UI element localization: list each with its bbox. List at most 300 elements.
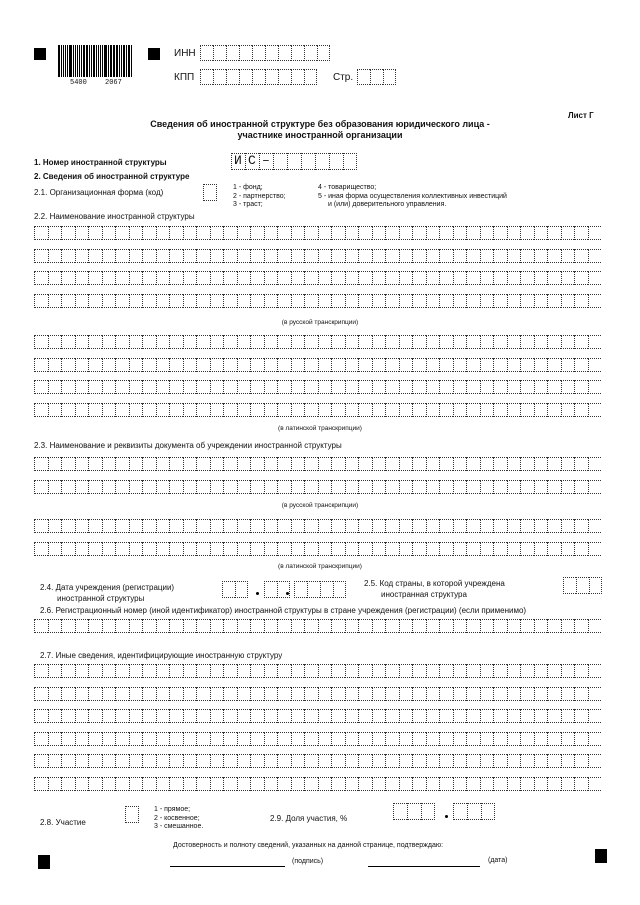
grid-cell[interactable] [223, 271, 237, 285]
grid-cell[interactable] [75, 294, 89, 308]
grid-cell[interactable] [210, 709, 224, 723]
grid-cell[interactable] [102, 380, 116, 394]
grid-cell[interactable] [250, 249, 264, 263]
grid-cell[interactable] [507, 226, 521, 240]
input-cell[interactable] [213, 69, 226, 85]
grid-cell[interactable] [507, 777, 521, 791]
grid-cell[interactable] [237, 271, 251, 285]
grid-cell[interactable] [534, 358, 548, 372]
grid-cell[interactable] [507, 335, 521, 349]
grid-cell[interactable] [142, 403, 156, 417]
grid-cell[interactable] [223, 335, 237, 349]
grid-cell[interactable] [169, 687, 183, 701]
grid-cell[interactable] [574, 380, 588, 394]
grid-cell[interactable] [439, 732, 453, 746]
grid-cell[interactable] [102, 358, 116, 372]
grid-cell[interactable] [291, 542, 305, 556]
grid-cell[interactable] [480, 754, 494, 768]
grid-cell[interactable] [75, 519, 89, 533]
grid-cell[interactable] [304, 777, 318, 791]
grid-cell[interactable] [439, 249, 453, 263]
grid-cell[interactable] [277, 480, 291, 494]
grid-cell[interactable] [304, 294, 318, 308]
grid-cell[interactable] [210, 249, 224, 263]
input-cell[interactable] [467, 803, 481, 820]
grid-cell[interactable] [129, 457, 143, 471]
grid-cell[interactable] [264, 457, 278, 471]
grid-cell[interactable] [480, 687, 494, 701]
grid-cell[interactable] [75, 480, 89, 494]
grid-cell[interactable] [588, 249, 602, 263]
grid-cell[interactable] [304, 687, 318, 701]
grid-cell[interactable] [480, 709, 494, 723]
grid-cell[interactable] [169, 542, 183, 556]
grid-cell[interactable] [237, 664, 251, 678]
grid-cell[interactable] [520, 226, 534, 240]
grid-cell[interactable] [439, 226, 453, 240]
grid-cell[interactable] [588, 542, 602, 556]
grid-row[interactable] [34, 519, 601, 533]
grid-cell[interactable] [115, 519, 129, 533]
grid-cell[interactable] [210, 358, 224, 372]
grid-cell[interactable] [210, 664, 224, 678]
grid-cell[interactable] [277, 457, 291, 471]
grid-cell[interactable] [291, 664, 305, 678]
grid-cell[interactable] [61, 480, 75, 494]
grid-cell[interactable] [196, 457, 210, 471]
grid-cell[interactable] [331, 754, 345, 768]
grid-cell[interactable] [237, 709, 251, 723]
input-cell[interactable] [357, 69, 370, 85]
grid-cell[interactable] [480, 732, 494, 746]
grid-cell[interactable] [385, 619, 399, 633]
grid-cell[interactable] [493, 226, 507, 240]
grid-cell[interactable] [277, 754, 291, 768]
grid-cell[interactable] [372, 709, 386, 723]
grid-cell[interactable] [61, 294, 75, 308]
grid-cell[interactable] [48, 542, 62, 556]
grid-cell[interactable] [183, 619, 197, 633]
grid-cell[interactable] [115, 457, 129, 471]
grid-cell[interactable] [237, 226, 251, 240]
grid-cell[interactable] [88, 480, 102, 494]
grid-cell[interactable] [237, 519, 251, 533]
grid-cell[interactable] [318, 249, 332, 263]
grid-cell[interactable] [385, 226, 399, 240]
grid-cell[interactable] [237, 777, 251, 791]
grid-cell[interactable] [561, 403, 575, 417]
grid-cell[interactable] [129, 664, 143, 678]
grid-cell[interactable] [156, 226, 170, 240]
grid-cell[interactable] [115, 335, 129, 349]
grid-cell[interactable] [534, 457, 548, 471]
grid-cell[interactable] [318, 226, 332, 240]
grid-cell[interactable] [129, 249, 143, 263]
grid-cell[interactable] [480, 664, 494, 678]
grid-cell[interactable] [223, 754, 237, 768]
grid-cell[interactable] [115, 754, 129, 768]
grid-cell[interactable] [210, 480, 224, 494]
grid-cell[interactable] [493, 542, 507, 556]
grid-cell[interactable] [210, 403, 224, 417]
grid-cell[interactable] [156, 380, 170, 394]
grid-cell[interactable] [358, 457, 372, 471]
input-cell[interactable] [239, 69, 252, 85]
grid-cell[interactable] [169, 709, 183, 723]
grid-cell[interactable] [588, 271, 602, 285]
grid-cell[interactable] [264, 664, 278, 678]
input-cell[interactable] [226, 45, 239, 61]
grid-cell[interactable] [129, 358, 143, 372]
grid-cell[interactable] [223, 226, 237, 240]
grid-cell[interactable] [156, 457, 170, 471]
grid-cell[interactable] [561, 249, 575, 263]
grid-cell[interactable] [426, 403, 440, 417]
grid-cell[interactable] [142, 754, 156, 768]
grid-cell[interactable] [304, 358, 318, 372]
grid-cell[interactable] [88, 777, 102, 791]
grid-cell[interactable] [223, 403, 237, 417]
grid-cell[interactable] [142, 619, 156, 633]
input-cell[interactable] [200, 69, 213, 85]
grid-cell[interactable] [426, 380, 440, 394]
grid-cell[interactable] [385, 457, 399, 471]
grid-cell[interactable] [520, 664, 534, 678]
grid-cell[interactable] [237, 480, 251, 494]
grid-cell[interactable] [331, 480, 345, 494]
grid-cell[interactable] [250, 457, 264, 471]
grid-cell[interactable] [129, 619, 143, 633]
grid-cell[interactable] [372, 294, 386, 308]
grid-cell[interactable] [385, 249, 399, 263]
grid-cell[interactable] [75, 403, 89, 417]
grid-cell[interactable] [223, 542, 237, 556]
grid-cell[interactable] [75, 687, 89, 701]
grid-cell[interactable] [493, 335, 507, 349]
grid-cell[interactable] [453, 294, 467, 308]
grid-cell[interactable] [574, 457, 588, 471]
grid-cell[interactable] [439, 777, 453, 791]
grid-cell[interactable] [439, 754, 453, 768]
grid-cell[interactable] [439, 664, 453, 678]
grid-cell[interactable] [88, 664, 102, 678]
grid-cell[interactable] [345, 687, 359, 701]
grid-cell[interactable] [183, 519, 197, 533]
input-cell[interactable] [252, 45, 265, 61]
grid-cell[interactable] [466, 294, 480, 308]
grid-cell[interactable] [493, 480, 507, 494]
grid-cell[interactable] [345, 271, 359, 285]
grid-cell[interactable] [88, 380, 102, 394]
grid-cell[interactable] [48, 754, 62, 768]
grid-cell[interactable] [223, 457, 237, 471]
grid-cell[interactable] [61, 619, 75, 633]
grid-cell[interactable] [372, 403, 386, 417]
grid-cell[interactable] [291, 271, 305, 285]
grid-cell[interactable] [75, 777, 89, 791]
grid-cell[interactable] [277, 619, 291, 633]
grid-cell[interactable] [61, 664, 75, 678]
grid-cell[interactable] [507, 358, 521, 372]
grid-cell[interactable] [331, 358, 345, 372]
grid-row[interactable] [34, 709, 601, 723]
grid-cell[interactable] [277, 777, 291, 791]
grid-cell[interactable] [88, 335, 102, 349]
grid-cell[interactable] [439, 271, 453, 285]
grid-cell[interactable] [426, 542, 440, 556]
grid-cell[interactable] [345, 732, 359, 746]
grid-cell[interactable] [250, 664, 264, 678]
grid-cell[interactable] [574, 480, 588, 494]
grid-cell[interactable] [250, 709, 264, 723]
grid-cell[interactable] [304, 380, 318, 394]
grid-cell[interactable] [129, 480, 143, 494]
grid-cell[interactable] [426, 457, 440, 471]
grid-cell[interactable] [102, 664, 116, 678]
founding-day-field[interactable] [222, 581, 248, 598]
grid-cell[interactable] [547, 480, 561, 494]
grid-cell[interactable] [48, 226, 62, 240]
grid-cell[interactable] [169, 294, 183, 308]
grid-cell[interactable] [318, 403, 332, 417]
grid-cell[interactable] [264, 619, 278, 633]
grid-cell[interactable] [399, 380, 413, 394]
grid-cell[interactable] [142, 380, 156, 394]
grid-cell[interactable] [102, 519, 116, 533]
grid-cell[interactable] [372, 271, 386, 285]
grid-cell[interactable] [277, 249, 291, 263]
grid-cell[interactable] [520, 519, 534, 533]
grid-row[interactable] [34, 754, 601, 768]
grid-cell[interactable] [480, 358, 494, 372]
grid-cell[interactable] [304, 519, 318, 533]
grid-cell[interactable] [196, 358, 210, 372]
grid-cell[interactable] [372, 664, 386, 678]
grid-cell[interactable] [115, 777, 129, 791]
grid-cell[interactable] [318, 664, 332, 678]
grid-cell[interactable] [331, 519, 345, 533]
grid-cell[interactable] [534, 619, 548, 633]
grid-cell[interactable] [331, 687, 345, 701]
grid-cell[interactable] [250, 403, 264, 417]
grid-cell[interactable] [88, 226, 102, 240]
signature-line[interactable] [170, 866, 285, 867]
grid-cell[interactable] [250, 777, 264, 791]
grid-row[interactable] [34, 542, 601, 556]
grid-cell[interactable] [183, 687, 197, 701]
input-cell[interactable] [278, 45, 291, 61]
grid-cell[interactable] [196, 664, 210, 678]
grid-cell[interactable] [331, 709, 345, 723]
grid-cell[interactable] [183, 226, 197, 240]
grid-cell[interactable] [480, 294, 494, 308]
grid-cell[interactable] [156, 732, 170, 746]
grid-cell[interactable] [520, 480, 534, 494]
grid-cell[interactable] [142, 664, 156, 678]
date-line[interactable] [368, 866, 480, 867]
grid-cell[interactable] [574, 335, 588, 349]
input-cell[interactable] [333, 581, 346, 598]
grid-cell[interactable] [507, 294, 521, 308]
grid-cell[interactable] [291, 619, 305, 633]
grid-cell[interactable] [102, 480, 116, 494]
grid-cell[interactable] [453, 664, 467, 678]
grid-row[interactable] [34, 358, 601, 372]
grid-cell[interactable] [534, 777, 548, 791]
grid-cell[interactable] [466, 380, 480, 394]
grid-cell[interactable] [345, 226, 359, 240]
grid-cell[interactable] [439, 358, 453, 372]
grid-cell[interactable] [358, 664, 372, 678]
grid-cell[interactable] [412, 687, 426, 701]
grid-cell[interactable] [426, 226, 440, 240]
grid-cell[interactable] [547, 380, 561, 394]
grid-cell[interactable] [493, 777, 507, 791]
grid-cell[interactable] [183, 294, 197, 308]
grid-cell[interactable] [358, 519, 372, 533]
grid-cell[interactable] [250, 271, 264, 285]
grid-cell[interactable] [156, 480, 170, 494]
grid-cell[interactable] [304, 480, 318, 494]
grid-cell[interactable] [237, 249, 251, 263]
participation-code-field[interactable] [125, 806, 139, 823]
grid-cell[interactable] [588, 519, 602, 533]
input-cell[interactable] [294, 581, 307, 598]
grid-cell[interactable] [588, 664, 602, 678]
grid-cell[interactable] [264, 358, 278, 372]
grid-cell[interactable] [210, 619, 224, 633]
grid-cell[interactable] [358, 542, 372, 556]
grid-cell[interactable] [237, 457, 251, 471]
grid-cell[interactable] [507, 619, 521, 633]
grid-cell[interactable] [250, 226, 264, 240]
grid-row[interactable] [34, 457, 601, 471]
grid-cell[interactable] [264, 294, 278, 308]
grid-cell[interactable] [196, 619, 210, 633]
grid-cell[interactable] [331, 542, 345, 556]
grid-cell[interactable] [520, 403, 534, 417]
grid-cell[interactable] [169, 754, 183, 768]
grid-cell[interactable] [102, 542, 116, 556]
grid-cell[interactable] [561, 480, 575, 494]
grid-cell[interactable] [88, 619, 102, 633]
grid-cell[interactable] [385, 480, 399, 494]
grid-cell[interactable] [304, 542, 318, 556]
grid-cell[interactable] [588, 335, 602, 349]
input-cell[interactable] [481, 803, 495, 820]
grid-cell[interactable] [115, 709, 129, 723]
grid-cell[interactable] [358, 403, 372, 417]
grid-cell[interactable] [426, 480, 440, 494]
grid-cell[interactable] [237, 403, 251, 417]
grid-row[interactable] [34, 294, 601, 308]
grid-cell[interactable] [210, 519, 224, 533]
grid-cell[interactable] [561, 519, 575, 533]
grid-cell[interactable] [331, 732, 345, 746]
grid-cell[interactable] [88, 403, 102, 417]
grid-cell[interactable] [250, 294, 264, 308]
grid-cell[interactable] [426, 754, 440, 768]
grid-cell[interactable] [493, 457, 507, 471]
grid-cell[interactable] [372, 480, 386, 494]
grid-cell[interactable] [358, 271, 372, 285]
grid-cell[interactable] [75, 664, 89, 678]
grid-cell[interactable] [102, 732, 116, 746]
grid-cell[interactable] [331, 249, 345, 263]
grid-cell[interactable] [466, 480, 480, 494]
grid-cell[interactable] [534, 480, 548, 494]
grid-cell[interactable] [291, 380, 305, 394]
grid-cell[interactable] [372, 687, 386, 701]
grid-cell[interactable] [561, 687, 575, 701]
grid-cell[interactable] [304, 271, 318, 285]
grid-cell[interactable] [115, 380, 129, 394]
grid-cell[interactable] [439, 709, 453, 723]
grid-cell[interactable] [358, 480, 372, 494]
grid-cell[interactable] [34, 358, 48, 372]
grid-cell[interactable] [547, 294, 561, 308]
grid-cell[interactable] [534, 380, 548, 394]
grid-cell[interactable] [169, 732, 183, 746]
grid-cell[interactable] [210, 542, 224, 556]
grid-cell[interactable] [277, 542, 291, 556]
grid-cell[interactable] [142, 358, 156, 372]
grid-cell[interactable] [493, 664, 507, 678]
grid-cell[interactable] [345, 380, 359, 394]
grid-cell[interactable] [264, 542, 278, 556]
grid-cell[interactable] [372, 542, 386, 556]
grid-cell[interactable] [304, 226, 318, 240]
grid-cell[interactable] [142, 294, 156, 308]
grid-cell[interactable] [75, 335, 89, 349]
grid-cell[interactable] [102, 777, 116, 791]
grid-cell[interactable] [345, 294, 359, 308]
grid-cell[interactable] [453, 226, 467, 240]
grid-cell[interactable] [183, 732, 197, 746]
grid-cell[interactable] [372, 226, 386, 240]
grid-cell[interactable] [507, 519, 521, 533]
grid-cell[interactable] [291, 480, 305, 494]
grid-cell[interactable] [399, 294, 413, 308]
grid-cell[interactable] [196, 380, 210, 394]
grid-cell[interactable] [169, 335, 183, 349]
grid-cell[interactable] [102, 403, 116, 417]
grid-cell[interactable] [520, 358, 534, 372]
grid-cell[interactable] [561, 358, 575, 372]
grid-cell[interactable] [264, 226, 278, 240]
grid-cell[interactable] [291, 335, 305, 349]
grid-cell[interactable] [48, 380, 62, 394]
grid-cell[interactable] [210, 271, 224, 285]
grid-cell[interactable] [561, 457, 575, 471]
grid-cell[interactable] [561, 777, 575, 791]
grid-cell[interactable] [574, 358, 588, 372]
grid-cell[interactable] [34, 480, 48, 494]
grid-cell[interactable] [196, 732, 210, 746]
grid-cell[interactable] [61, 732, 75, 746]
grid-cell[interactable] [264, 403, 278, 417]
grid-row[interactable] [34, 271, 601, 285]
grid-cell[interactable] [399, 542, 413, 556]
grid-cell[interactable] [34, 403, 48, 417]
grid-cell[interactable] [493, 294, 507, 308]
grid-cell[interactable] [466, 271, 480, 285]
grid-cell[interactable] [520, 732, 534, 746]
grid-cell[interactable] [412, 403, 426, 417]
grid-cell[interactable] [385, 271, 399, 285]
grid-cell[interactable] [102, 709, 116, 723]
grid-cell[interactable] [156, 777, 170, 791]
